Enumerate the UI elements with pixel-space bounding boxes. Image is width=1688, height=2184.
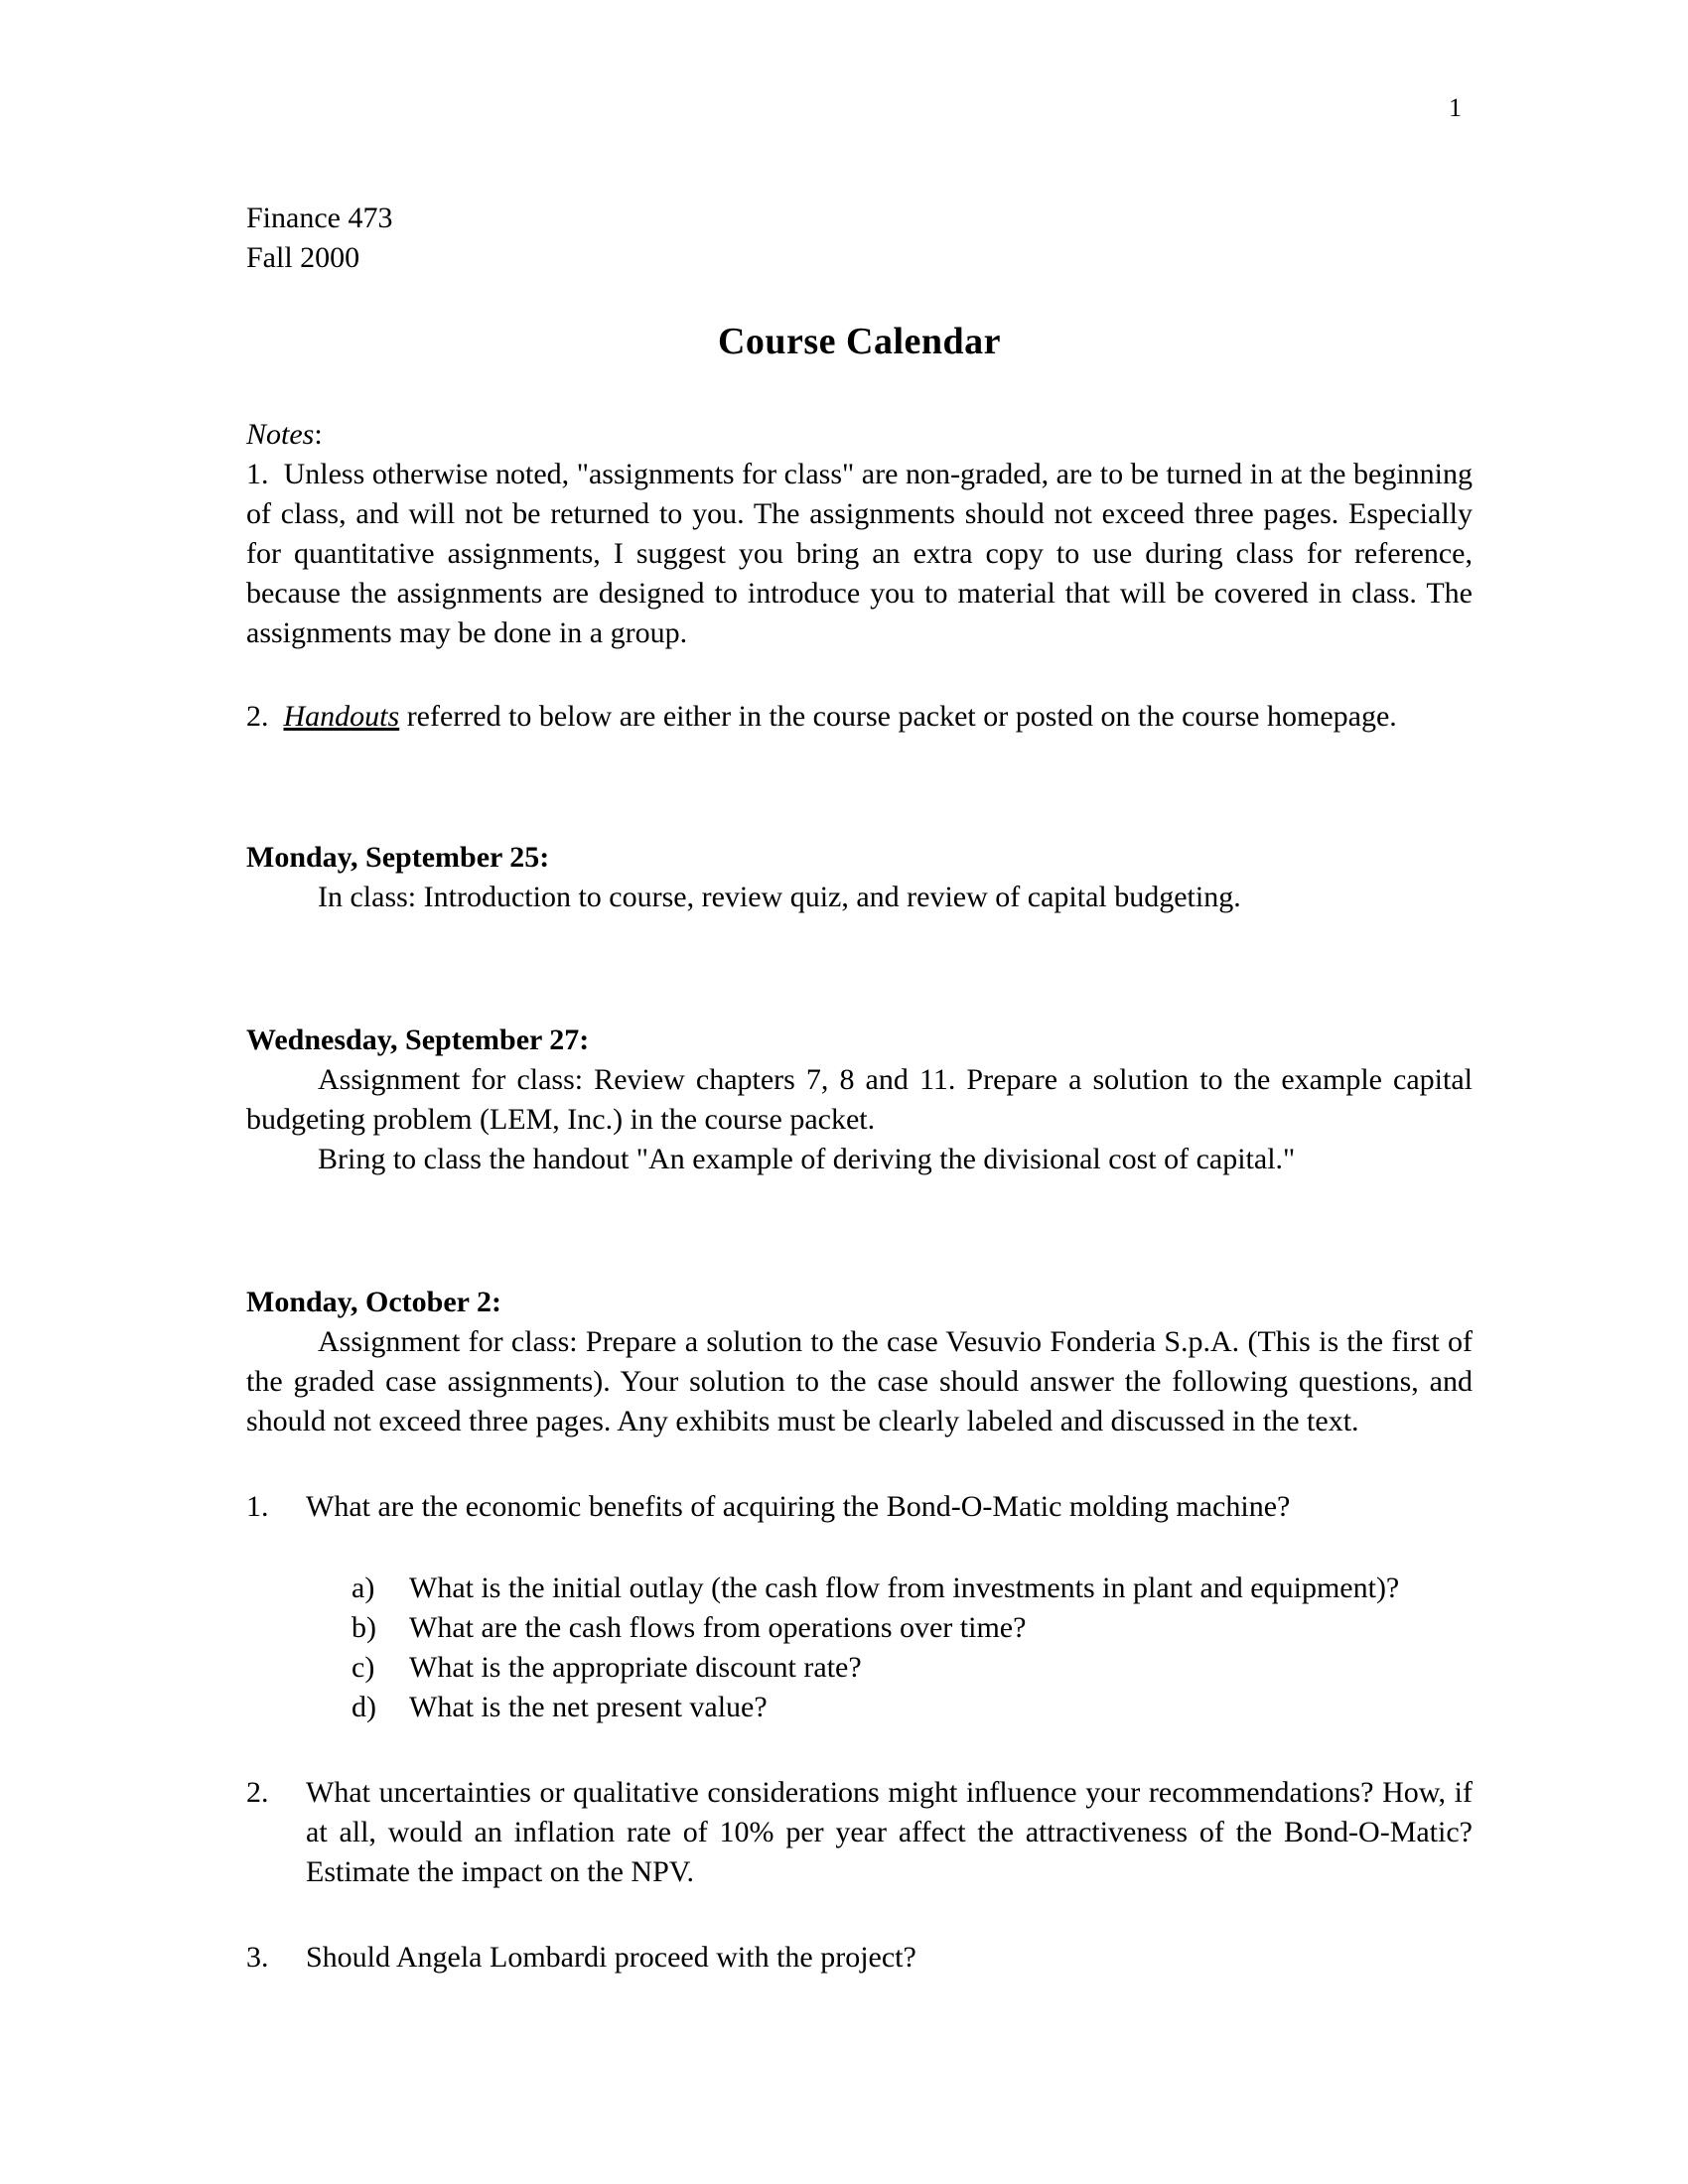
note-2-number: 2. (246, 699, 269, 733)
case-subquestion-d (352, 1688, 1473, 1727)
case-subquestion-b-marker: b) (352, 1611, 376, 1645)
schedule-line-1-1: In class: Introduction to course, review quiz, and review of capital budgeting. (318, 880, 1241, 913)
schedule-date-1: Monday, September 25: (246, 840, 550, 874)
note-item-2 (246, 697, 1473, 737)
document-content (246, 199, 1473, 1978)
note-item-1 (246, 455, 1473, 653)
page-title: Course Calendar (717, 320, 1002, 362)
case-subquestion-b (352, 1608, 1473, 1648)
case-subquestion-d-marker: d) (352, 1691, 376, 1724)
case-question-1 (246, 1487, 1473, 1727)
case-question-3 (246, 1938, 1473, 1978)
case-question-1-text: What are the economic benefits of acquiring the Bond-O-Matic molding machine? (306, 1489, 1291, 1523)
notes-label-colon: : (314, 417, 323, 451)
course-name: Finance 473 (246, 202, 393, 234)
schedule-line-2-2: Bring to class the handout "An example of deriving the divisional cost of capital." (318, 1142, 1296, 1175)
case-subquestion-a (352, 1569, 1473, 1608)
case-subquestion-d-text: What is the net present value? (409, 1691, 768, 1724)
case-subquestion-c (352, 1648, 1473, 1688)
case-question-3-text: Should Angela Lombardi proceed with the project? (306, 1941, 916, 1975)
schedule-date-3: Monday, October 2: (246, 1285, 501, 1318)
note-2-emphasis: Handouts (283, 699, 400, 733)
schedule-line-3-1: Assignment for class: Prepare a solution to the case Vesuvio Fonderia S.p.A. (This is the first of the graded case assignments). Your solution to the case should answer the following questions, and should not exceed three pages. Any exhibits must be clearly labeled and discussed in the text. (246, 1324, 1473, 1437)
note-2-text: referred to below are either in the course packet or posted on the course homepage. (399, 699, 1397, 733)
case-question-1-marker: 1. (246, 1489, 269, 1523)
case-subquestion-b-text: What are the cash flows from operations over time? (409, 1611, 1027, 1645)
case-question-2 (246, 1773, 1473, 1892)
schedule-date-2: Wednesday, September 27: (246, 1023, 590, 1056)
case-question-3-marker: 3. (246, 1941, 269, 1975)
schedule-entry-3 (246, 1283, 1473, 1441)
case-question-2-marker: 2. (246, 1776, 269, 1810)
case-question-1-sublist (306, 1569, 1473, 1727)
schedule-entry-2 (246, 1021, 1473, 1179)
case-subquestion-c-text: What is the appropriate discount rate? (409, 1651, 862, 1685)
case-subquestion-a-text: What is the initial outlay (the cash flow from investments in plant and equipment)? (409, 1571, 1400, 1604)
page-number: 1 (1449, 93, 1462, 122)
notes-label-italic: Notes (246, 417, 315, 451)
case-subquestion-c-marker: c) (352, 1651, 375, 1685)
case-question-2-text: What uncertainties or qualitative considerations might influence your recommendations? How, if at all, would an inflation rate of 10% per year affect the attractiveness of the Bond-O-Matic? Estimate the impact on the NPV. (306, 1776, 1473, 1889)
note-1-number: 1. (246, 457, 269, 490)
notes-label (246, 415, 1473, 455)
schedule-entry-1 (246, 838, 1473, 917)
note-1-text: Unless otherwise noted, "assignments for class" are non-graded, are to be turned in at the beginning of class, and will not be returned to you. The assignments should not exceed three pages. Especially for quantitative assignments, I suggest you bring an extra copy to use during class for reference, because the assignments are designed to introduce you to material that will be covered in class. The assignments may be done in a group. (246, 457, 1474, 649)
case-question-list (246, 1487, 1473, 1978)
case-subquestion-a-marker: a) (352, 1571, 375, 1604)
course-term: Fall 2000 (246, 240, 360, 274)
schedule-line-2-1: Assignment for class: Review chapters 7, 8 and 11. Prepare a solution to the example capital budgeting problem (LEM, Inc.) in the course packet. (246, 1062, 1473, 1136)
